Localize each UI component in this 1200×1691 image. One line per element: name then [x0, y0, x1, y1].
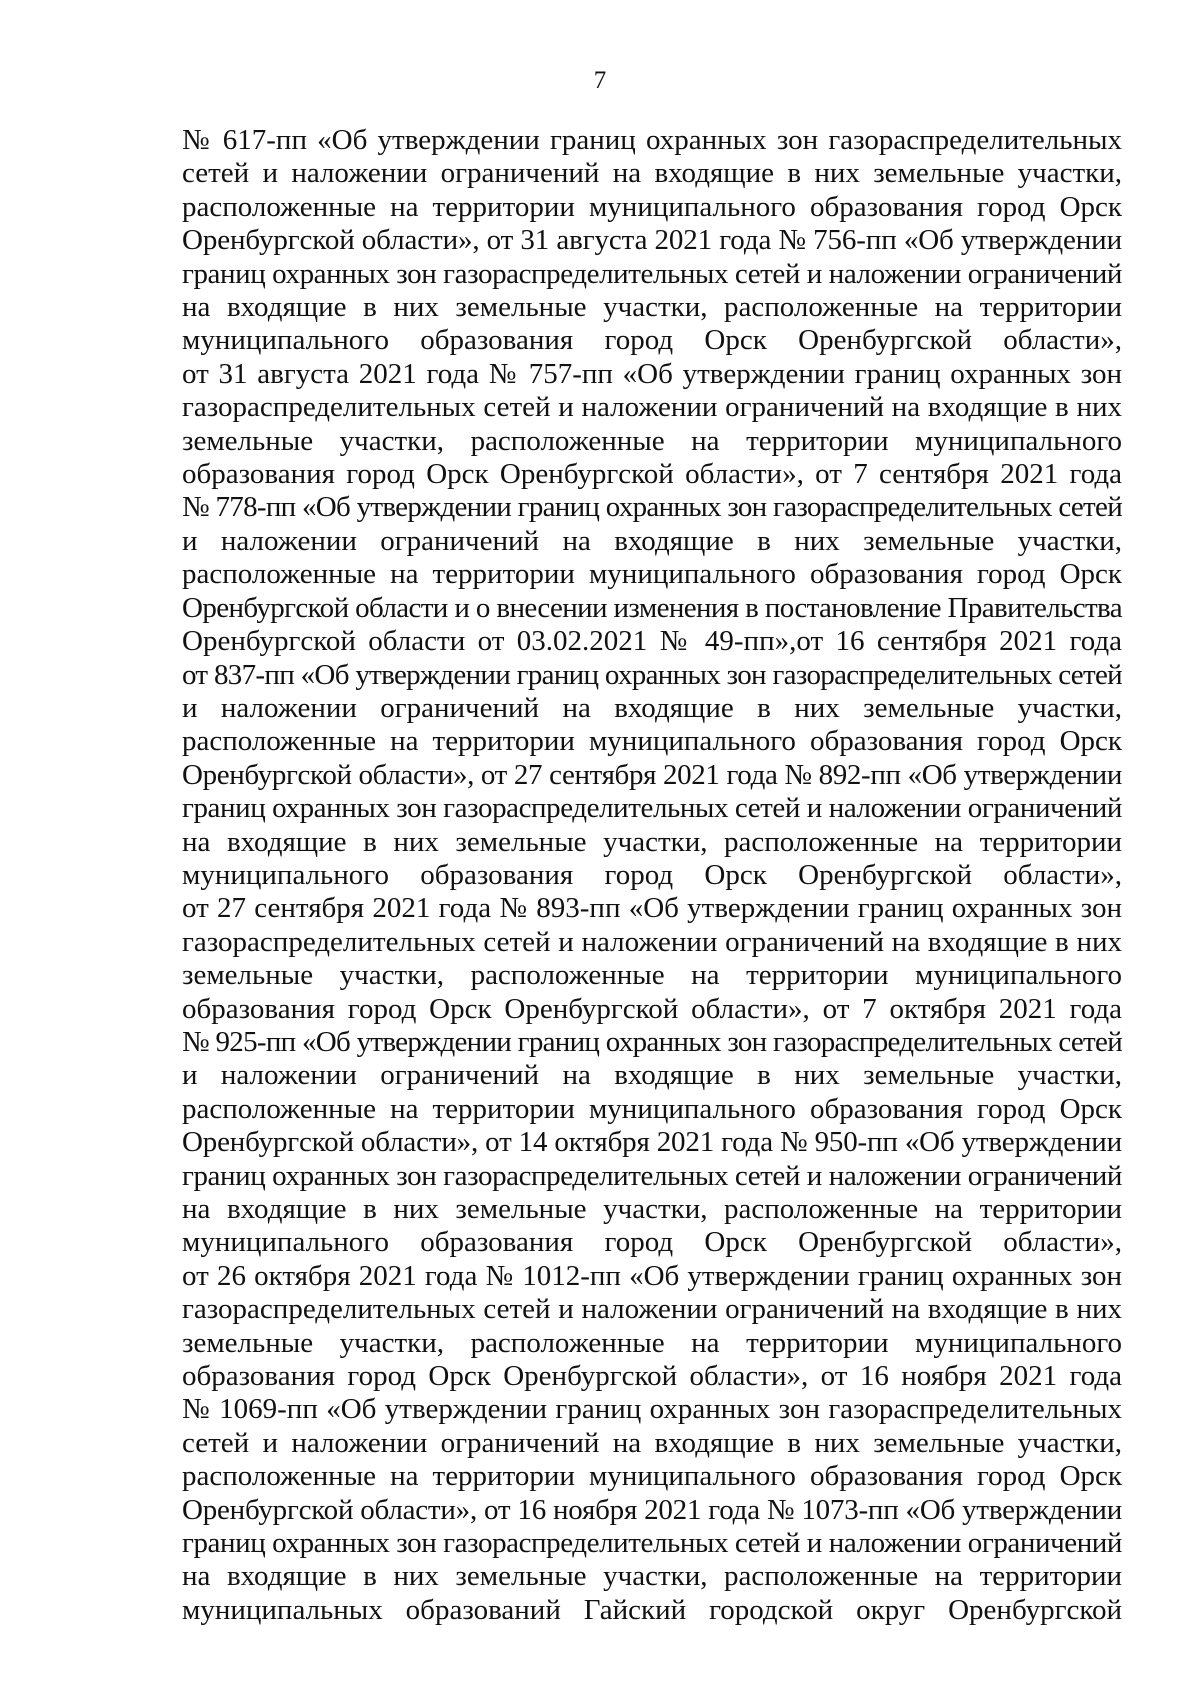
text-line: от 26 октября 2021 года № 1012-пп «Об утверждении границ охранных зон: [182, 1259, 1122, 1292]
text-line: границ охранных зон газораспределительных сетей и наложении ограничений: [182, 792, 1122, 825]
text-line: на входящие в них земельные участки, расположенные на территории: [182, 291, 1122, 324]
text-line: земельные участки, расположенные на территории муниципального: [182, 959, 1122, 992]
text-line: Оренбургской области и о внесении изменения в постановление Правительства: [182, 591, 1122, 624]
text-line: № 778-пп «Об утверждении границ охранных зон газораспределительных сетей: [182, 491, 1123, 524]
text-line: от 31 августа 2021 года № 757-пп «Об утверждении границ охранных зон: [182, 357, 1122, 390]
text-line: муниципального образования город Орск Оренбургской области»,: [182, 858, 1122, 891]
text-line: от 27 сентября 2021 года № 893-пп «Об утверждении границ охранных зон: [182, 892, 1122, 925]
text-line: расположенные на территории муниципального образования город Орск: [182, 1092, 1122, 1125]
text-line: границ охранных зон газораспределительных сетей и наложении ограничений: [182, 257, 1122, 290]
text-line: № 1069-пп «Об утверждении границ охранных зон газораспределительных: [182, 1393, 1122, 1426]
text-line: земельные участки, расположенные на территории муниципального: [182, 1326, 1122, 1359]
text-line: Оренбургской области от 03.02.2021 № 49-пп»,от 16 сентября 2021 года: [182, 625, 1122, 658]
text-line: расположенные на территории муниципального образования город Орск: [182, 190, 1122, 223]
document-body-text: [182, 124, 1122, 1627]
text-line: газораспределительных сетей и наложении ограничений на входящие в них: [182, 391, 1122, 424]
text-line: муниципального образования город Орск Оренбургской области»,: [182, 324, 1122, 357]
text-line: газораспределительных сетей и наложении ограничений на входящие в них: [182, 1293, 1122, 1326]
text-line: Оренбургской области», от 27 сентября 2021 года № 892-пп «Об утверждении: [182, 758, 1122, 791]
text-line: на входящие в них земельные участки, расположенные на территории: [182, 825, 1122, 858]
text-line: и наложении ограничений на входящие в них земельные участки,: [182, 524, 1122, 557]
text-line: Оренбургской области», от 31 августа 2021 года № 756-пп «Об утверждении: [182, 224, 1122, 257]
text-line: муниципальных образований Гайский городской округ Оренбургской: [182, 1593, 1122, 1626]
text-line: и наложении ограничений на входящие в них земельные участки,: [182, 1059, 1122, 1092]
text-line: № 925-пп «Об утверждении границ охранных зон газораспределительных сетей: [182, 1025, 1123, 1058]
text-line: расположенные на территории муниципального образования город Орск: [182, 558, 1122, 591]
text-line: от 837-пп «Об утверждении границ охранных зон газораспределительных сетей: [182, 658, 1122, 691]
text-line: расположенные на территории муниципального образования город Орск: [182, 1460, 1122, 1493]
text-line: образования город Орск Оренбургской области», от 7 сентября 2021 года: [182, 458, 1122, 491]
text-line: земельные участки, расположенные на территории муниципального: [182, 424, 1122, 457]
text-line: газораспределительных сетей и наложении ограничений на входящие в них: [182, 925, 1122, 958]
text-line: границ охранных зон газораспределительных сетей и наложении ограничений: [182, 1527, 1122, 1560]
text-line: на входящие в них земельные участки, расположенные на территории: [182, 1560, 1122, 1593]
text-line: Оренбургской области», от 14 октября 2021 года № 950-пп «Об утверждении: [182, 1126, 1122, 1159]
text-line: и наложении ограничений на входящие в них земельные участки,: [182, 691, 1122, 724]
text-line: Оренбургской области», от 16 ноября 2021 года № 1073-пп «Об утверждении: [182, 1493, 1122, 1526]
text-line: образования город Орск Оренбургской области», от 7 октября 2021 года: [182, 992, 1122, 1025]
text-line: образования город Орск Оренбургской области», от 16 ноября 2021 года: [182, 1360, 1122, 1393]
text-line: № 617-пп «Об утверждении границ охранных зон газораспределительных: [182, 124, 1122, 156]
text-line: муниципального образования город Орск Оренбургской области»,: [182, 1226, 1122, 1259]
text-line: расположенные на территории муниципального образования город Орск: [182, 725, 1122, 758]
text-line: на входящие в них земельные участки, расположенные на территории: [182, 1193, 1122, 1225]
text-line: сетей и наложении ограничений на входящие в них земельные участки,: [182, 1426, 1122, 1459]
page-number: 7: [593, 67, 607, 94]
text-line: границ охранных зон газораспределительных сетей и наложении ограничений: [182, 1159, 1122, 1192]
text-line: сетей и наложении ограничений на входящие в них земельные участки,: [182, 157, 1122, 190]
